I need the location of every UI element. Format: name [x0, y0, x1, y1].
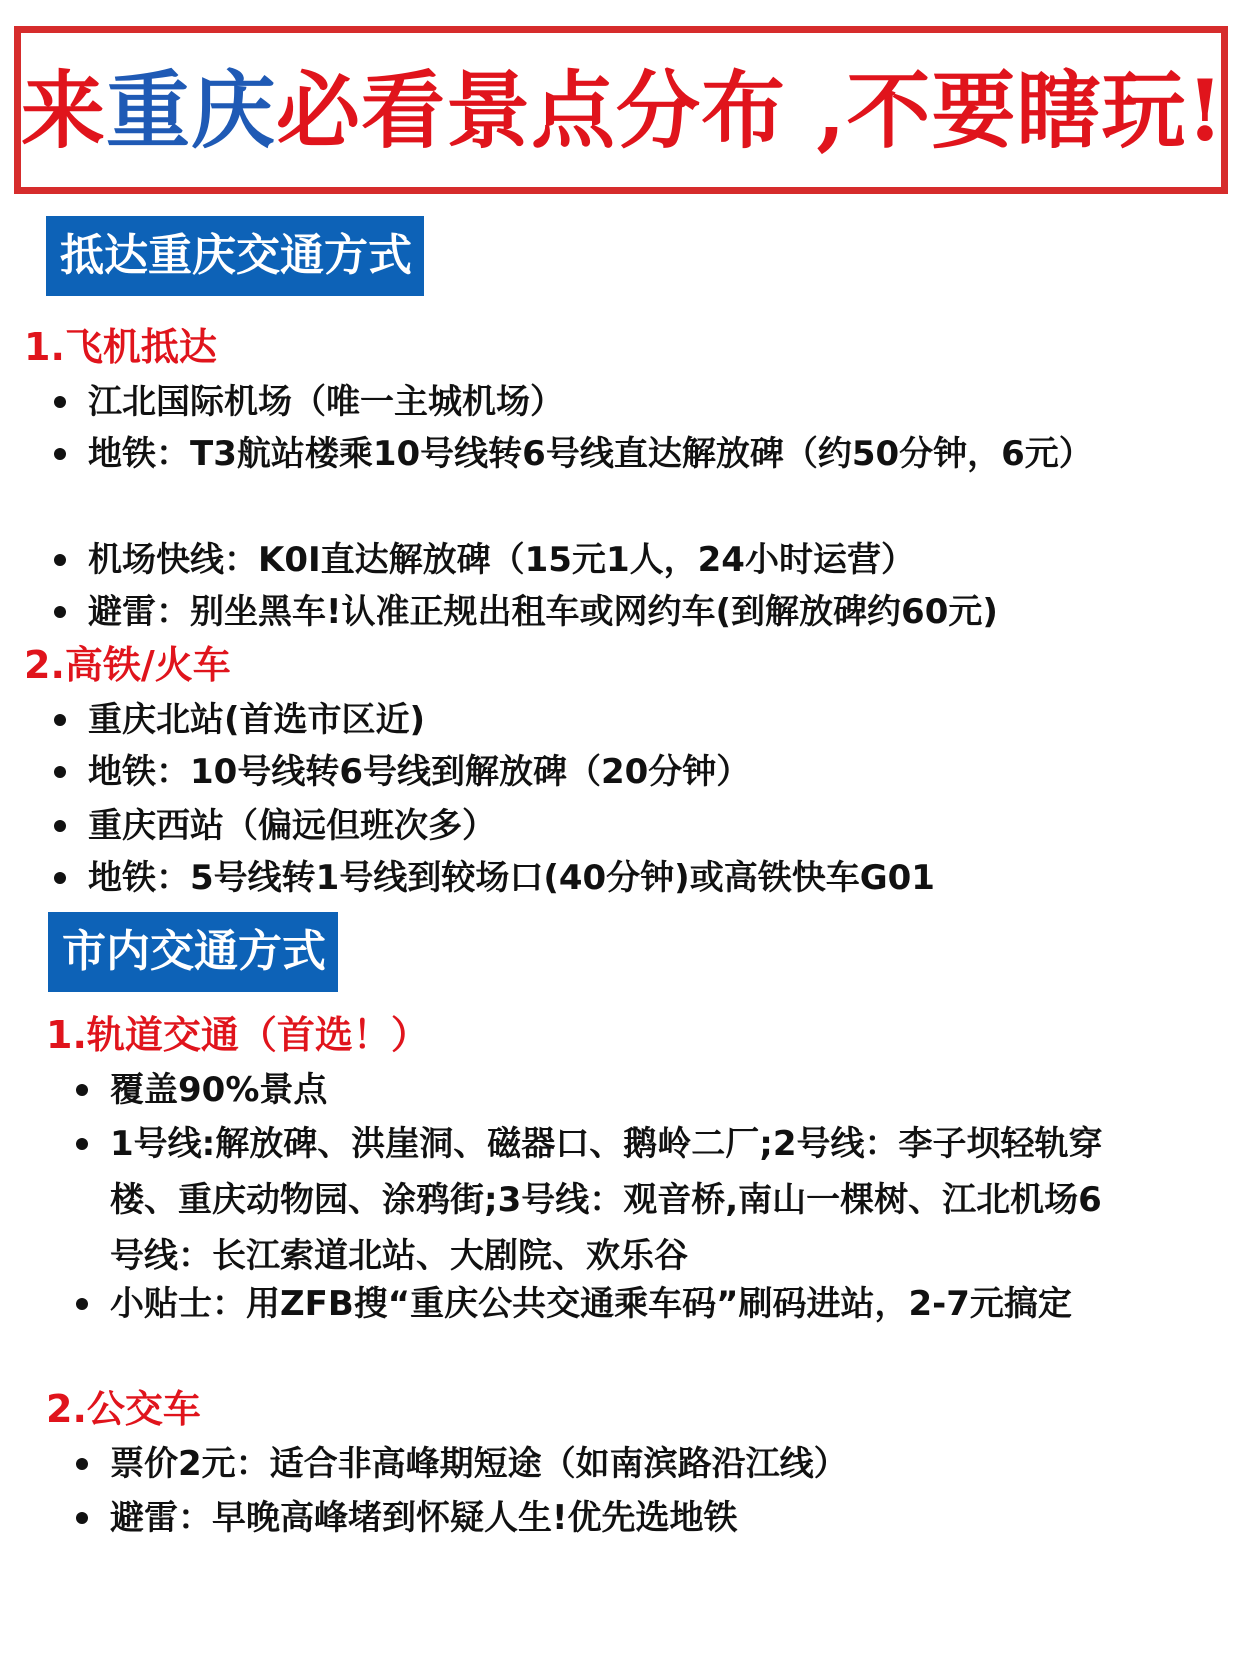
bullet-dot — [76, 1298, 88, 1310]
list-item-text: 票价2元：适合非高峰期短途（如南滨路沿江线） — [110, 1444, 848, 1484]
list-item — [88, 584, 1168, 640]
subheading-rail: 1.轨道交通（首选！） — [46, 1013, 429, 1057]
list-item-text: 避雷：早晚高峰堵到怀疑人生!优先选地铁 — [110, 1498, 738, 1538]
list-item-text: 地铁：T3航站楼乘10号线转6号线直达解放碑（约50分钟，6元） — [88, 434, 1093, 474]
bullet-dot — [76, 1512, 88, 1524]
bullet-dot — [76, 1458, 88, 1470]
bullet-dot — [54, 872, 66, 884]
bullet-dot — [76, 1084, 88, 1096]
title-part-3: 必看景点分布 ,不要瞎玩! — [276, 61, 1225, 160]
list-item — [88, 374, 1168, 430]
title-part-1: 来 — [21, 61, 107, 160]
list-item — [88, 744, 1168, 800]
list-item-text: 小贴士：用ZFB搜“重庆公共交通乘车码”刷码进站，2-7元搞定 — [110, 1284, 1072, 1324]
list-item — [88, 850, 1168, 906]
list-item — [88, 692, 1168, 748]
title-frame — [14, 26, 1228, 194]
list-item — [88, 798, 1168, 854]
bullet-dot — [54, 766, 66, 778]
bullet-dot — [54, 396, 66, 408]
subheading-bus: 2.公交车 — [46, 1387, 201, 1431]
list-item-text: 避雷：别坐黑车!认准正规出租车或网约车(到解放碑约60元) — [88, 592, 998, 632]
list-item — [110, 1276, 1120, 1332]
list-item-text: 地铁：10号线转6号线到解放碑（20分钟） — [88, 752, 751, 792]
list-item — [110, 1062, 1190, 1118]
subheading-train: 2.高铁/火车 — [24, 643, 231, 687]
list-item-text: 1号线:解放碑、洪崖洞、磁器口、鹅岭二厂;2号线：李子坝轻轨穿楼、重庆动物园、涂鸦街;3号线：观音桥,南山一棵树、江北机场6号线：长江索道北站、大剧院、欢乐谷 — [110, 1124, 1103, 1276]
bullet-dot — [54, 714, 66, 726]
list-item — [110, 1490, 1190, 1546]
list-item — [110, 1116, 1130, 1284]
subheading-flight: 1.飞机抵达 — [24, 325, 217, 369]
list-item-text: 地铁：5号线转1号线到较场口(40分钟)或高铁快车G01 — [88, 858, 935, 898]
list-item-text: 江北国际机场（唯一主城机场） — [88, 382, 564, 422]
list-item-text: 重庆北站(首选市区近) — [88, 700, 426, 740]
section-heading-arrival: 抵达重庆交通方式 — [46, 216, 424, 296]
bullet-dot — [54, 448, 66, 460]
list-item — [110, 1436, 1190, 1492]
bullet-dot — [54, 820, 66, 832]
bullet-dot — [54, 554, 66, 566]
list-item — [88, 426, 1118, 482]
bullet-dot — [76, 1138, 88, 1150]
list-item — [88, 532, 1168, 588]
list-item-text: 重庆西站（偏远但班次多） — [88, 806, 496, 846]
bullet-dot — [54, 606, 66, 618]
section-heading-city: 市内交通方式 — [48, 912, 338, 992]
page-title — [21, 59, 1225, 163]
list-item-text: 覆盖90%景点 — [110, 1070, 328, 1110]
title-part-2: 重庆 — [106, 61, 277, 160]
list-item-text: 机场快线：K0I直达解放碑（15元1人，24小时运营） — [88, 540, 915, 580]
